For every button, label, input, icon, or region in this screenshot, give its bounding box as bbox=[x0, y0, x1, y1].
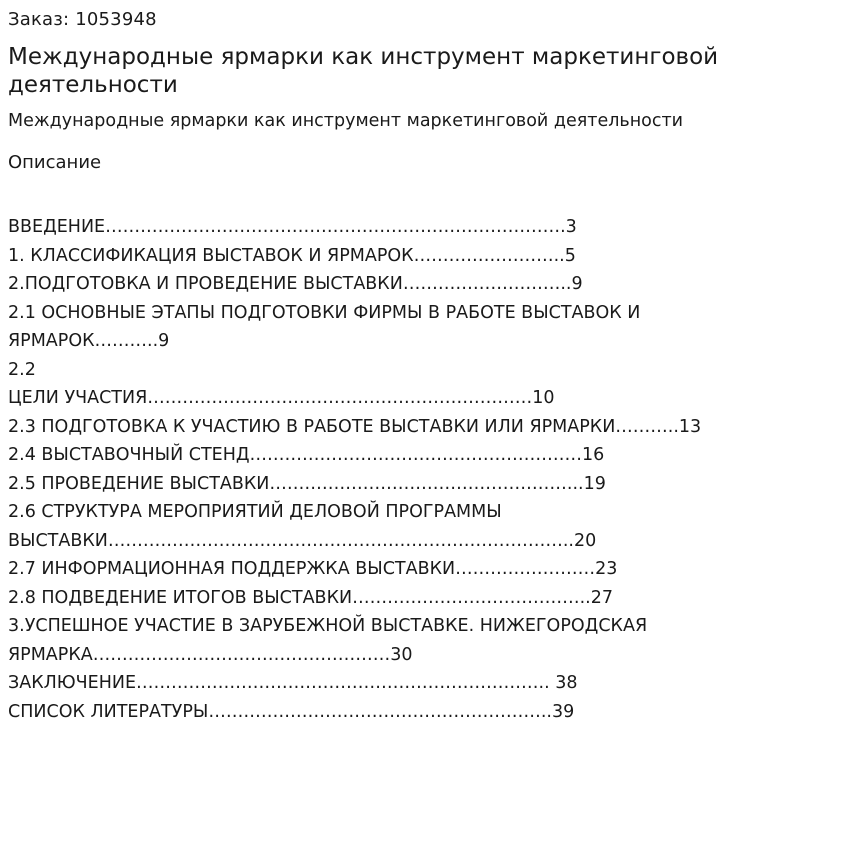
table-of-contents bbox=[8, 213, 808, 726]
toc-line: 2.1 ОСНОВНЫЕ ЭТАПЫ ПОДГОТОВКИ ФИРМЫ В РАБОТЕ ВЫСТАВОК И bbox=[8, 302, 641, 323]
page-subtitle: Международные ярмарки как инструмент маркетинговой деятельности bbox=[8, 111, 684, 131]
toc-line: ЦЕЛИ УЧАСТИЯ…………………………………………………………10 bbox=[8, 388, 555, 408]
toc-line: ВЫСТАВКИ……………………………………………………………………..20 bbox=[8, 530, 597, 551]
toc-line: 2.8 ПОДВЕДЕНИЕ ИТОГОВ ВЫСТАВКИ…………………………………..27 bbox=[8, 587, 613, 608]
toc-line: 2.7 ИНФОРМАЦИОННАЯ ПОДДЕРЖКА ВЫСТАВКИ……………………23 bbox=[8, 559, 618, 579]
toc-line: ЯРМАРКА……………………………………………30 bbox=[8, 644, 413, 665]
toc-line: 2.3 ПОДГОТОВКА К УЧАСТИЮ В РАБОТЕ ВЫСТАВКИ ИЛИ ЯРМАРКИ………..13 bbox=[8, 416, 702, 437]
page-title: Международные ярмарки как инструмент маркетинговой деятельности bbox=[8, 44, 719, 98]
toc-line: СПИСОК ЛИТЕРАТУРЫ…………………………………………………..39 bbox=[8, 701, 575, 722]
order-number: Заказ: 1053948 bbox=[8, 9, 157, 30]
toc-line: ЗАКЛЮЧЕНИЕ…………………………………………………………….. 38 bbox=[8, 673, 578, 693]
toc-line: 2.6 СТРУКТУРА МЕРОПРИЯТИЙ ДЕЛОВОЙ ПРОГРАММЫ bbox=[8, 502, 502, 522]
toc-line: 1. КЛАССИФИКАЦИЯ ВЫСТАВОК И ЯРМАРОК……………………..5 bbox=[8, 245, 576, 266]
toc-line: ЯРМАРОК………..9 bbox=[8, 331, 170, 351]
toc-line: ВВЕДЕНИЕ…………………………………………………………………….3 bbox=[8, 217, 577, 237]
toc-line: 2.5 ПРОВЕДЕНИЕ ВЫСТАВКИ……………………………………………...19 bbox=[8, 473, 606, 494]
toc-line: 2.ПОДГОТОВКА И ПРОВЕДЕНИЕ ВЫСТАВКИ………………………..9 bbox=[8, 274, 583, 294]
toc-line: 3.УСПЕШНОЕ УЧАСТИЕ В ЗАРУБЕЖНОЙ ВЫСТАВКЕ. НИЖЕГОРОДСКАЯ bbox=[8, 616, 648, 636]
toc-line: 2.4 ВЫСТАВОЧНЫЙ СТЕНД…………………………………………………16 bbox=[8, 445, 605, 465]
description-heading: Описание bbox=[8, 152, 102, 173]
toc-line: 2.2 bbox=[8, 359, 36, 380]
